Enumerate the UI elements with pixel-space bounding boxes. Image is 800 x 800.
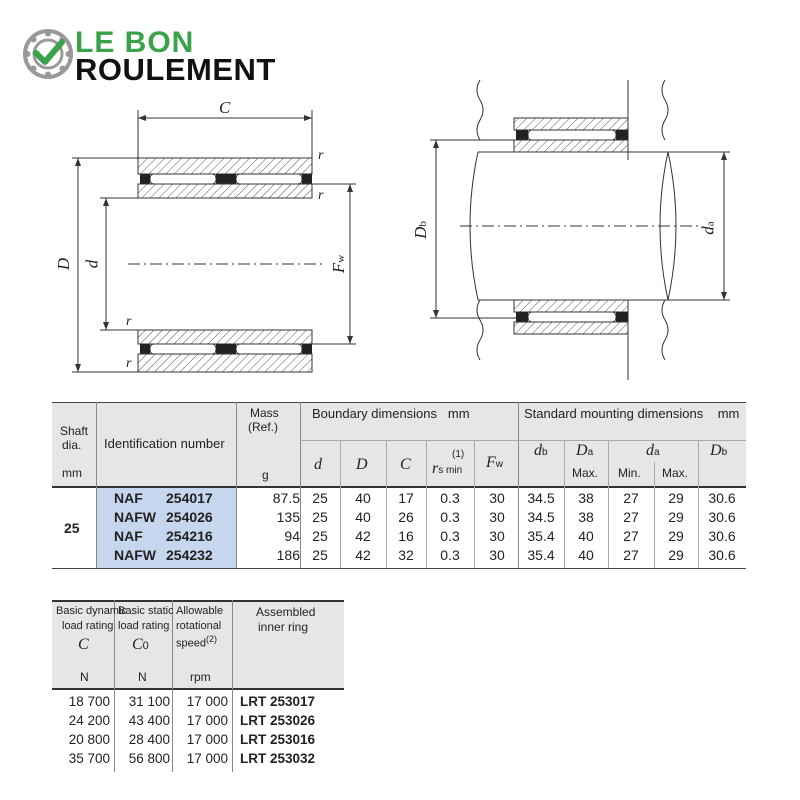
table-cell-C: 32 [398, 547, 414, 563]
table-cell-mass: 186 [276, 547, 300, 563]
col-d: d [314, 456, 322, 473]
table-cell-C0: 31 100 [128, 694, 170, 709]
header-dia: dia. [62, 438, 82, 452]
table-cell-C0: 28 400 [128, 732, 170, 747]
label-Fw: Fw [329, 254, 349, 274]
table-cell-C: 17 [398, 490, 414, 506]
table-cell-da_max: 29 [668, 490, 684, 506]
table-row-ident: NAF 254216 [114, 528, 213, 544]
table-cell-d: 25 [312, 547, 328, 563]
table-cell-mass: 87.5 [272, 490, 300, 506]
table-cell-C0: 56 800 [128, 751, 170, 766]
table-cell-mass: 135 [276, 509, 300, 525]
table-cell-C: 35 700 [68, 751, 110, 766]
header-g: g [262, 468, 269, 482]
table-cell-Fw: 30 [489, 528, 505, 544]
table-cell-C: 16 [398, 528, 414, 544]
h-dyn1: Basic dynamic [56, 605, 127, 617]
h-speed-unit: rpm [190, 670, 211, 684]
col-db: db [534, 442, 548, 459]
header-mm: mm [62, 466, 82, 480]
label-Db: Db [410, 221, 430, 239]
col-rs: (1) rs min [432, 449, 465, 477]
table-cell-D: 40 [355, 509, 371, 525]
table-cell-Db: 30.6 [708, 528, 736, 544]
h-ring1: Assembled [256, 605, 316, 619]
header-mounting: Standard mounting dimensions mm [524, 406, 740, 421]
label-r: r [318, 188, 324, 203]
table-cell-speed: 17 000 [186, 732, 228, 747]
col-C: C [400, 456, 411, 473]
header-ident: Identification number [104, 436, 225, 451]
col-Fw: Fw [486, 454, 504, 471]
header-shaft: Shaft [60, 424, 89, 438]
table-cell-D: 40 [355, 490, 371, 506]
label-d: d [82, 259, 102, 269]
table-cell-speed: 17 000 [186, 751, 228, 766]
col-da: da [646, 442, 660, 459]
table-cell-db: 35.4 [527, 528, 555, 544]
table-cell-db: 34.5 [527, 490, 555, 506]
h-speed3: speed$^{(2)}$ [176, 634, 217, 650]
table-cell-ring: LRT 253017 [240, 694, 316, 709]
label-r: r [318, 148, 324, 163]
table-cell-ring: LRT 253016 [240, 732, 316, 747]
h-stat2: load rating [118, 620, 170, 632]
h-dyn-sym: C [78, 636, 89, 653]
col-Da-max: Max. [572, 466, 599, 480]
table-cell-Fw: 30 [489, 490, 505, 506]
h-ring2: inner ring [258, 620, 309, 634]
table-cell-da_max: 29 [668, 528, 684, 544]
table-row-ident: NAFW 254232 [114, 547, 213, 563]
table-row-ident: NAFW 254026 [114, 509, 213, 525]
table-cell-db: 34.5 [527, 509, 555, 525]
header-mass: Mass [250, 406, 279, 420]
table-cell-C: 24 200 [68, 713, 110, 728]
table-cell-rs: 0.3 [440, 509, 460, 525]
col-da-min: Min. [618, 466, 641, 480]
table-cell-d: 25 [312, 528, 328, 544]
table-cell-Da: 40 [578, 528, 594, 544]
table-cell-rs: 0.3 [440, 528, 460, 544]
table-cell-C: 18 700 [68, 694, 110, 709]
h-speed2: rotational [176, 620, 222, 632]
h-stat-unit: N [138, 670, 147, 684]
table-cell-da_min: 27 [623, 528, 639, 544]
label-da: da [698, 221, 718, 235]
table-cell-Fw: 30 [489, 509, 505, 525]
table-cell-d: 25 [312, 509, 328, 525]
table-cell-mass: 94 [284, 528, 300, 544]
header-ref: (Ref.) [248, 420, 278, 434]
shaft-value: 25 [64, 520, 80, 536]
label-r: r [126, 314, 132, 329]
table-cell-rs: 0.3 [440, 547, 460, 563]
table-cell-Da: 40 [578, 547, 594, 563]
label-r: r [126, 356, 132, 371]
logo-line2: ROULEMENT [75, 52, 276, 87]
h-dyn-unit: N [80, 670, 89, 684]
table-cell-D: 42 [355, 528, 371, 544]
table-cell-D: 42 [355, 547, 371, 563]
h-stat1: Basic static [118, 605, 174, 617]
table-cell-da_min: 27 [623, 547, 639, 563]
label-D: D [54, 257, 74, 271]
table-cell-Da: 38 [578, 490, 594, 506]
col-da-max: Max. [662, 466, 689, 480]
col-Db: Db [710, 442, 728, 459]
h-dyn2: load rating [62, 620, 114, 632]
table-cell-C: 26 [398, 509, 414, 525]
table-cell-speed: 17 000 [186, 713, 228, 728]
table-cell-db: 35.4 [527, 547, 555, 563]
table-cell-da_min: 27 [623, 509, 639, 525]
table-cell-Fw: 30 [489, 547, 505, 563]
table-cell-ring: LRT 253026 [240, 713, 316, 728]
h-speed1: Allowable [176, 605, 224, 617]
table-cell-C: 20 800 [68, 732, 110, 747]
header-boundary: Boundary dimensions mm [312, 406, 470, 421]
table-cell-d: 25 [312, 490, 328, 506]
table-cell-ring: LRT 253032 [240, 751, 316, 766]
label-C: C [219, 98, 231, 117]
table-cell-Db: 30.6 [708, 509, 736, 525]
table-cell-da_min: 27 [623, 490, 639, 506]
table-cell-rs: 0.3 [440, 490, 460, 506]
h-stat-sym: C0 [132, 636, 149, 653]
table-cell-Da: 38 [578, 509, 594, 525]
table-cell-Db: 30.6 [708, 547, 736, 563]
table-cell-C0: 43 400 [128, 713, 170, 728]
logo-line1: LE BON [75, 26, 195, 59]
table-cell-Db: 30.6 [708, 490, 736, 506]
table-row-ident: NAF 254017 [114, 490, 213, 506]
table-cell-speed: 17 000 [186, 694, 228, 709]
table-cell-da_max: 29 [668, 509, 684, 525]
table-cell-da_max: 29 [668, 547, 684, 563]
col-Da: Da [576, 442, 594, 459]
col-D: D [356, 456, 368, 473]
